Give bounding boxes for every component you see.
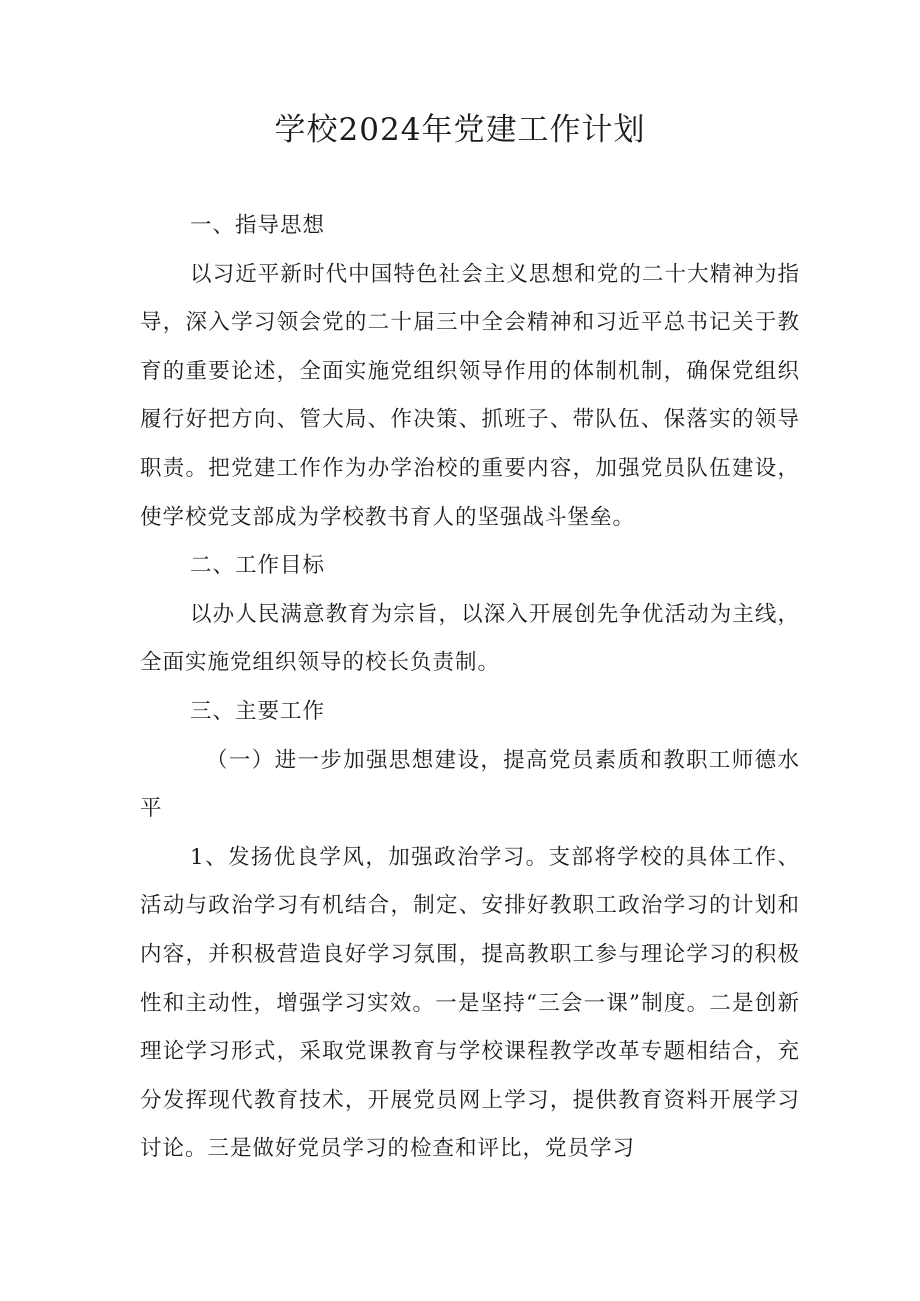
paragraph-guiding-ideology: 以习近平新时代中国特色社会主义思想和党的二十大精神为指导，深入学习领会党的二十届三中全会精神和习近平总书记关于教育的重要论述，全面实施党组织领导作用的体制机制，确保党组织履行好把方向、管大局、作决策、抓班子、带队伍、保落实的领导职责。把党建工作作为办学治校的重要内容，加强党员队伍建设，使学校党支部成为学校教书育人的坚强战斗堡垒。 [140, 261, 800, 530]
paragraph-political-study: 1、发扬优良学风，加强政治学习。支部将学校的具体工作、活动与政治学习有机结合，制定、安排好教职工政治学习的计划和内容，并积极营造良好学习氛围，提高教职工参与理论学习的积极性和主动性，增强学习实效。一是坚持“三会一课”制度。二是创新理论学习形式，采取党课教育与学校课程教学改革专题相结合，充分发挥现代教育技术，开展党员网上学习，提供教育资料开展学习讨论。三是做好党员学习的检查和评比，党员学习 [140, 844, 800, 1162]
paragraph-work-goals: 以办人民满意教育为宗旨，以深入开展创先争优活动为主线，全面实施党组织领导的校长负责制。 [140, 601, 800, 676]
document-body [140, 202, 800, 1174]
subsection-heading-ideological-building: （一）进一步加强思想建设，提高党员素质和教职工师德水平 [140, 747, 800, 822]
section-heading-guiding-ideology: 一、指导思想 [190, 213, 326, 238]
document-title: 学校2024年党建工作计划 [274, 112, 646, 148]
section-heading-main-work: 三、主要工作 [190, 698, 326, 724]
section-heading-work-goals: 二、工作目标 [190, 553, 326, 579]
